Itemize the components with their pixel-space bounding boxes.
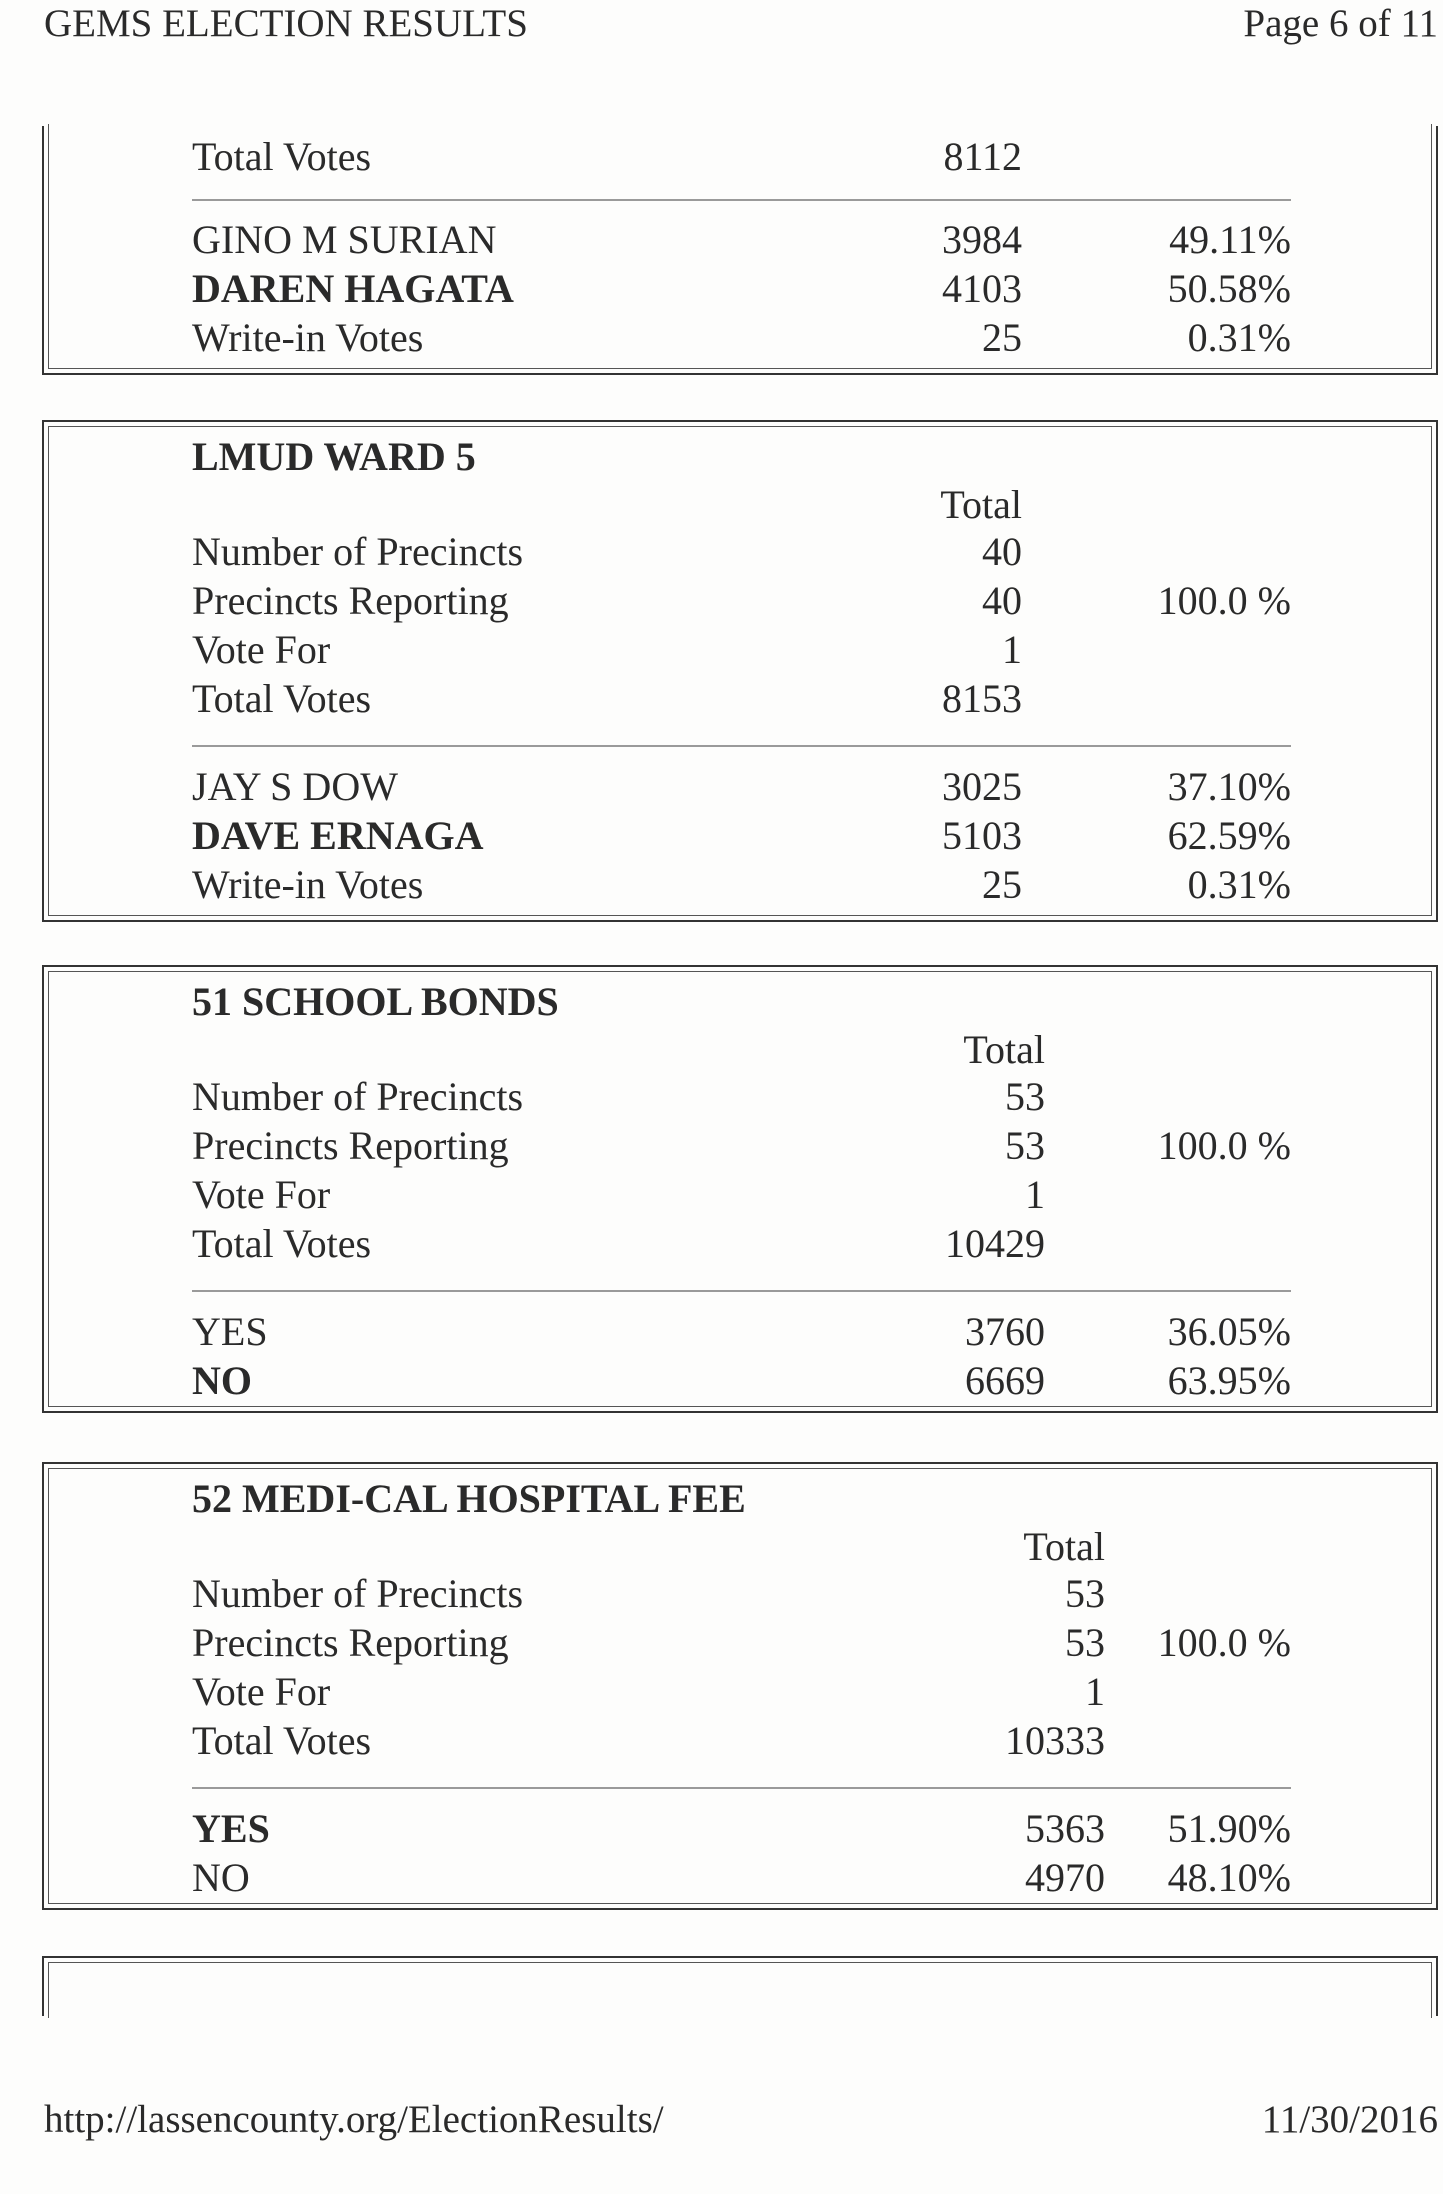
stat-label: Precincts Reporting [192,578,509,623]
choice-votes: 4970 [1025,1855,1105,1900]
stat-label: Vote For [192,1669,331,1714]
divider [192,199,1291,201]
choice-percent: 37.10% [1167,764,1291,809]
stat-row [44,1123,1436,1169]
stat-label: Total Votes [192,134,372,179]
total-column-header: Total [963,1027,1045,1072]
choice-percent: 0.31% [1187,862,1291,907]
stat-value: 10333 [1005,1718,1105,1763]
contest-title-row [44,1476,1436,1522]
choice-name: DAREN HAGATA [192,266,514,311]
stat-row [44,1221,1436,1267]
divider [192,745,1291,747]
choice-percent: 51.90% [1167,1806,1291,1851]
stat-value: 8153 [942,676,1022,721]
choice-votes: 3984 [942,217,1022,262]
stat-label: Vote For [192,1172,331,1217]
report-date: 11/30/2016 [1261,2098,1438,2141]
choice-votes: 3025 [942,764,1022,809]
choice-votes: 25 [982,315,1022,360]
contest-box-lmud-ward-5 [42,420,1438,922]
stat-label: Precincts Reporting [192,1123,509,1168]
stat-value: 53 [1005,1074,1045,1119]
choice-percent: 0.31% [1187,315,1291,360]
choice-row-winner [44,1358,1436,1404]
contest-box [42,126,1438,375]
stat-row [44,1074,1436,1120]
stat-value: 53 [1065,1571,1105,1616]
stat-label: Number of Precincts [192,529,524,574]
stat-label: Total Votes [192,1221,372,1266]
source-url: http://lassencounty.org/ElectionResults/ [44,2098,664,2141]
choice-name: JAY S DOW [192,764,398,809]
choice-row-winner [44,1806,1436,1852]
choice-percent: 62.59% [1167,813,1291,858]
stat-row [44,1718,1436,1764]
choice-name: Write-in Votes [192,862,424,907]
choice-percent: 63.95% [1167,1358,1291,1403]
choice-votes: 3760 [965,1309,1045,1354]
contest-box-continued [42,1956,1438,2016]
choice-row-winner [44,813,1436,859]
total-column-header: Total [1023,1524,1105,1569]
report-title: GEMS ELECTION RESULTS [44,2,528,45]
divider [192,1787,1291,1789]
stat-row [44,529,1436,575]
contest-box-51-school-bonds [42,965,1438,1413]
contest-title: LMUD WARD 5 [192,434,476,479]
choice-name: YES [192,1309,268,1354]
stat-row [44,1620,1436,1666]
choice-row [44,862,1436,908]
stat-label: Total Votes [192,676,372,721]
choice-name: NO [192,1358,252,1403]
total-column-header: Total [940,482,1022,527]
choice-votes: 5363 [1025,1806,1105,1851]
stat-value: 40 [982,578,1022,623]
page-number: Page 6 of 11 [1243,2,1438,45]
contest-title: 51 SCHOOL BONDS [192,979,559,1024]
choice-votes: 4103 [942,266,1022,311]
choice-row [44,764,1436,810]
total-header-row [44,1524,1436,1570]
total-header-row [44,1027,1436,1073]
choice-row-winner [44,266,1436,312]
choice-row [44,217,1436,263]
choice-name: NO [192,1855,250,1900]
choice-name: DAVE ERNAGA [192,813,484,858]
stat-row [44,578,1436,624]
choice-name: Write-in Votes [192,315,424,360]
stat-percent: 100.0 % [1157,578,1291,623]
choice-name: GINO M SURIAN [192,217,497,262]
stat-value: 40 [982,529,1022,574]
stat-value: 1 [1025,1172,1045,1217]
stat-row [44,134,1436,180]
stat-row [44,1669,1436,1715]
stat-value: 1 [1002,627,1022,672]
stat-label: Vote For [192,627,331,672]
choice-votes: 25 [982,862,1022,907]
stat-row [44,1571,1436,1617]
stat-label: Number of Precincts [192,1571,524,1616]
choice-row [44,1855,1436,1901]
divider [192,1290,1291,1292]
stat-row [44,1172,1436,1218]
contest-title-row [44,434,1436,480]
stat-value: 53 [1065,1620,1105,1665]
contest-title: 52 MEDI-CAL HOSPITAL FEE [192,1476,746,1521]
stat-row [44,676,1436,722]
stat-value: 1 [1085,1669,1105,1714]
stat-row [44,627,1436,673]
contest-title-row [44,979,1436,1025]
choice-percent: 36.05% [1167,1309,1291,1354]
choice-votes: 5103 [942,813,1022,858]
choice-percent: 50.58% [1167,266,1291,311]
choice-row [44,1309,1436,1355]
stat-percent: 100.0 % [1157,1620,1291,1665]
stat-label: Total Votes [192,1718,372,1763]
stat-percent: 100.0 % [1157,1123,1291,1168]
contest-box-52-medi-cal-hospital-fee [42,1462,1438,1910]
choice-percent: 49.11% [1169,217,1291,262]
stat-label: Precincts Reporting [192,1620,509,1665]
choice-percent: 48.10% [1167,1855,1291,1900]
stat-label: Number of Precincts [192,1074,524,1119]
total-header-row [44,482,1436,528]
stat-value: 10429 [945,1221,1045,1266]
choice-name: YES [192,1806,270,1851]
stat-value: 53 [1005,1123,1045,1168]
stat-value: 8112 [943,134,1022,179]
choice-votes: 6669 [965,1358,1045,1403]
choice-row [44,315,1436,361]
